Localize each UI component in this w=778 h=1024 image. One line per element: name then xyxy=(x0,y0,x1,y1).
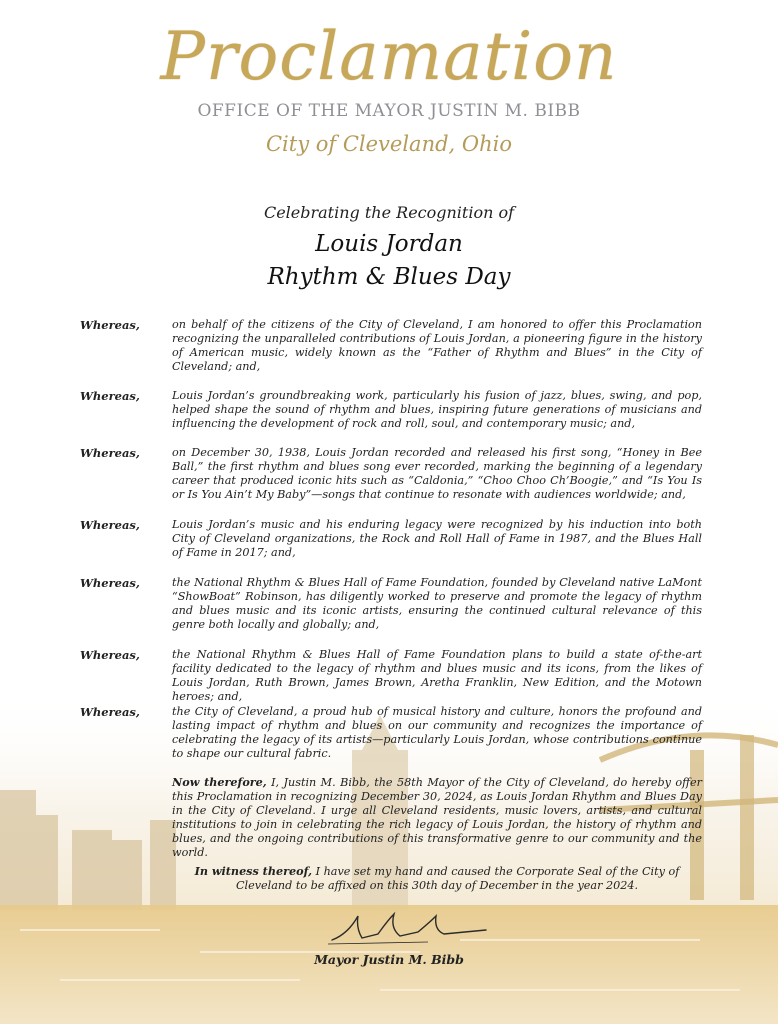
witness-text: I have set my hand and caused the Corporate Seal of the City of Cleveland to be affixed on this 30th day of December in the year 2024. xyxy=(235,865,680,892)
whereas-label: Whereas, xyxy=(80,648,140,662)
proclamation-title: Proclamation xyxy=(160,18,618,95)
whereas-text: Louis Jordan’s groundbreaking work, particularly his fusion of jazz, blues, swing, and pop, helped shape the sound of rhythm and blues, inspiring future generations of musicians and influencing the development of rock and roll, soul, and contemporary music; and, xyxy=(172,389,702,430)
now-therefore-text: I, Justin M. Bibb, the 58th Mayor of the City of Cleveland, do hereby offer this Proclamation in recognizing December 30, 2024, as Louis Jordan Rhythm and Blues Day in the City of Cleveland. I urge all Cleveland residents, music lovers, artists, and cultural institutions to join in celebrating the rich legacy of Louis Jordan, the history of rhythm and blues, and the ongoing contributions of this transformative genre to our community and the world. xyxy=(172,776,702,859)
honoree-name: Louis Jordan xyxy=(315,231,463,257)
whereas-text: the National Rhythm & Blues Hall of Fame Foundation, founded by Cleveland native LaMont “ShowBoat” Robinson, has diligently worked to preserve and promote the legacy of rhythm and blues music and its iconic artists, ensuring the continued cultural relevance of this genre both locally and globally; and, xyxy=(172,576,702,631)
whereas-label: Whereas, xyxy=(80,318,140,332)
whereas-text: the City of Cleveland, a proud hub of musical history and culture, honors the profound and lasting impact of rhythm and blues on our community and recognizes the importance of celebrating the legacy of its artists—particularly Louis Jordan, whose contributions continue to shape our cultural fabric. xyxy=(172,705,702,760)
whereas-text: on behalf of the citizens of the City of Cleveland, I am honored to offer this Proclamation recognizing the unparalleled contributions of Louis Jordan, a pioneering figure in the history of American music, widely known as the “Father of Rhythm and Blues” in the City of Cleveland; and, xyxy=(172,318,702,373)
now-therefore-paragraph xyxy=(172,775,702,860)
whereas-text: on December 30, 1938, Louis Jordan recorded and released his first song, “Honey in Bee Ball,” the first rhythm and blues song ever recorded, marking the beginning of a legendary career that produced iconic hits such as “Caldonia,” “Choo Choo Ch’Boogie,” and “Is You Is or Is You Ain’t My Baby”—songs that continue to resonate with audiences worldwide; and, xyxy=(172,446,702,501)
whereas-text: the National Rhythm & Blues Hall of Fame Foundation plans to build a state of-the-art facility dedicated to the legacy of rhythm and blues music and its icons, from the likes of Louis Jordan, Ruth Brown, James Brown, Aretha Franklin, New Edition, and the Motown heroes; and, xyxy=(172,648,702,703)
honoree-title xyxy=(0,228,778,294)
signatory-name: Mayor Justin M. Bibb xyxy=(314,952,464,967)
whereas-label: Whereas, xyxy=(80,705,140,719)
whereas-label: Whereas, xyxy=(80,446,140,460)
whereas-label: Whereas, xyxy=(80,389,140,403)
whereas-text: Louis Jordan’s music and his enduring legacy were recognized by his induction into both City of Cleveland organizations, the Rock and Roll Hall of Fame in 1987, and the Blues Hall of Fame in 2017; and, xyxy=(172,518,702,559)
city-name-line: City of Cleveland, Ohio xyxy=(265,132,512,156)
whereas-label: Whereas, xyxy=(80,518,140,532)
whereas-label: Whereas, xyxy=(80,576,140,590)
now-therefore-lead: Now therefore, xyxy=(172,775,267,789)
witness-paragraph xyxy=(172,864,702,893)
celebrating-line: Celebrating the Recognition of xyxy=(263,203,515,222)
honoree-day-name: Rhythm & Blues Day xyxy=(267,264,511,290)
witness-lead: In witness thereof, xyxy=(194,864,313,878)
office-of-mayor-line: OFFICE OF THE MAYOR JUSTIN M. BIBB xyxy=(197,101,581,121)
mayor-signature xyxy=(318,908,498,948)
